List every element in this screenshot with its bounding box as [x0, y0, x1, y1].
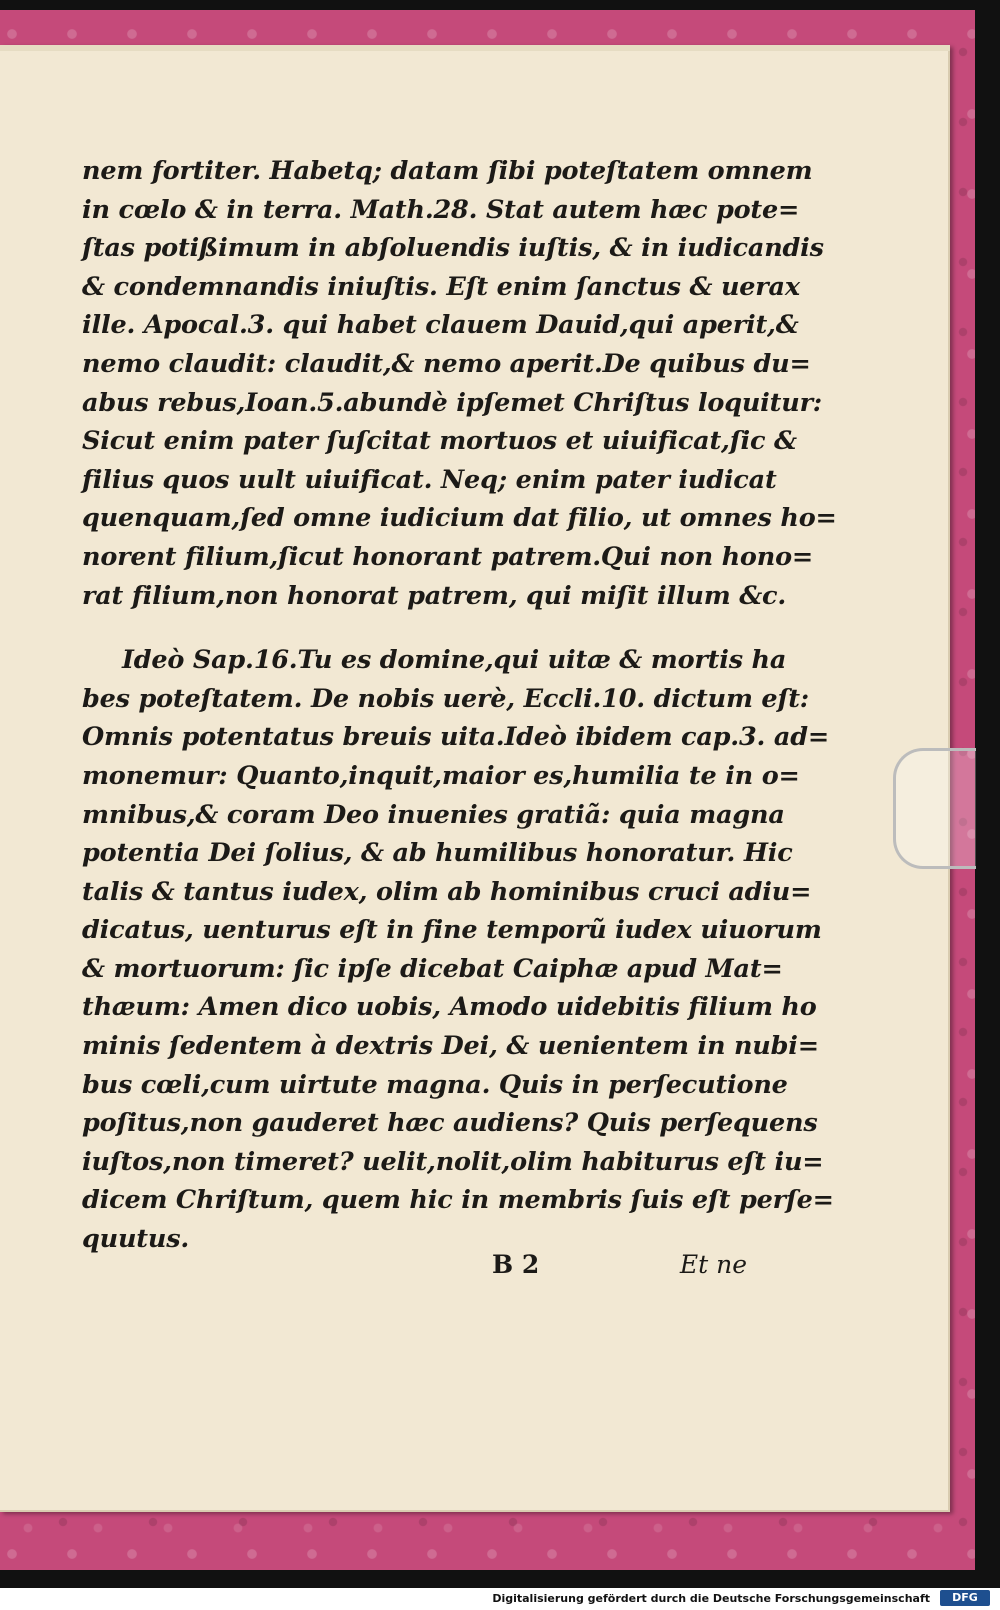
text-line: rat filium,non honorat patrem, qui miſit illum &c.	[82, 580, 787, 611]
text-line: & condemnandis iniuſtis. Eſt enim ſanctus & uerax	[82, 271, 800, 302]
text-line: bes poteſtatem. De nobis uerè, Eccli.10. dictum eſt:	[82, 683, 810, 714]
catchword: Et ne	[679, 1250, 747, 1279]
page-text	[82, 152, 837, 1259]
text-line: quutus.	[82, 1224, 190, 1255]
paragraph-2	[82, 641, 834, 1259]
text-line: in cœlo & in terra. Math.28. Stat autem hæc pote=	[82, 194, 800, 225]
paragraph-1	[82, 152, 837, 615]
text-line: poſitus,non gauderet hæc audiens? Quis perſequens	[82, 1108, 818, 1139]
text-line: abus rebus,Ioan.5.abundè ipſemet Chriſtus loquitur:	[82, 387, 823, 418]
page-clip	[893, 748, 976, 869]
text-line: & mortuorum: ſic ipſe dicebat Caiphæ apud Mat=	[82, 953, 783, 984]
text-line: nemo claudit: claudit,& nemo aperit.De quibus du=	[82, 348, 811, 379]
text-line: ille. Apocal.3. qui habet clauem Dauid,qui aperit,&	[82, 310, 799, 341]
text-line: filius quos uult uiuificat. Neq; enim pater iudicat	[82, 464, 777, 495]
text-line: ſtas potißimum in abſoluendis iuſtis, & in iudicandis	[82, 233, 824, 264]
text-line: potentia Dei ſolius, & ab humilibus honoratur. Hic	[82, 838, 793, 869]
paragraph-gap	[82, 615, 747, 641]
funding-credit: Digitalisierung gefördert durch die Deutsche Forschungsgemeinschaft	[492, 1592, 930, 1605]
page-edge	[0, 45, 950, 51]
text-line: Sicut enim pater ſuſcitat mortuos et uiuificat,ſic &	[82, 426, 797, 457]
text-line: quenquam,ſed omne iudicium dat filio, ut omnes ho=	[82, 503, 837, 534]
text-line: norent filium,ſicut honorant patrem.Qui non hono=	[82, 541, 814, 572]
text-line: thæum: Amen dico uobis, Amodo uidebitis filium ho	[82, 992, 817, 1023]
text-line: Ideò Sap.16.Tu es domine,qui uitæ & mortis ha	[122, 645, 787, 676]
text-line: dicem Chriſtum, quem hic in membris ſuis eſt perſe=	[82, 1185, 834, 1216]
text-line: dicatus, uenturus eſt in fine temporũ iudex uiuorum	[82, 915, 822, 946]
text-line: minis ſedentem à dextris Dei, & uenientem in nubi=	[82, 1031, 819, 1062]
text-line: iuſtos,non timeret? uelit,nolit,olim habiturus eſt iu=	[82, 1146, 824, 1177]
text-line: bus cœli,cum uirtute magna. Quis in perſecutione	[82, 1069, 788, 1100]
page-footer	[82, 1250, 747, 1290]
text-line: nem fortiter. Habetq; datam ſibi poteſtatem omnem	[82, 156, 813, 186]
dfg-logo: DFG	[940, 1590, 990, 1606]
signature-mark: B 2	[492, 1250, 540, 1279]
text-line: Omnis potentatus breuis uita.Ideò ibidem cap.3. ad=	[82, 722, 830, 753]
text-line: mnibus,& coram Deo inuenies gratiã: quia magna	[82, 799, 785, 830]
text-line: monemur: Quanto,inquit,maior es,humilia te in o=	[82, 760, 800, 791]
credit-bar	[0, 1588, 1000, 1610]
text-line: talis & tantus iudex, olim ab hominibus cruci adiu=	[82, 876, 812, 907]
